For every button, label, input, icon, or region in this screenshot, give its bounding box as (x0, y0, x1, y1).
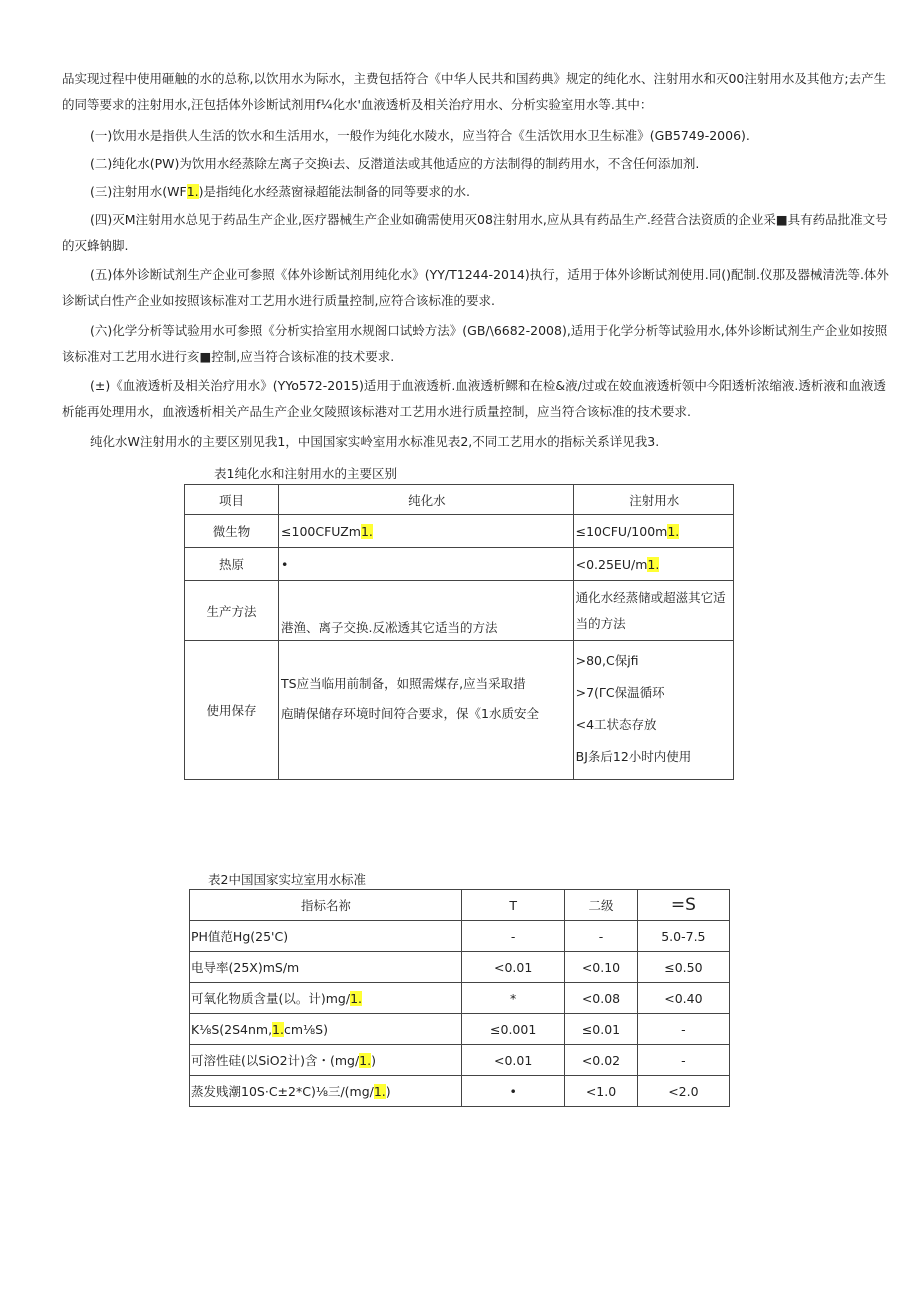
table1-header-wfi: 注射用水 (573, 485, 733, 515)
table-row (190, 952, 730, 983)
table-row (190, 921, 730, 952)
table1-cell-wfi: >80,C保jfi >7(ΓC保温循环 <4工状态存放 BJ条后12小时内使用 (573, 641, 733, 780)
table2-header-row (190, 890, 730, 921)
table1-caption: 表1纯化水和注射用水的主要区别 (214, 466, 397, 481)
paragraph-drinking-water: (一)饮用水是指供人生活的饮水和生活用水，一般作为纯化水陵水，应当符合《生活饮用水卫生标准》(GB5749-2006). (90, 128, 750, 143)
table1-row-microbe (185, 515, 734, 548)
table2-header-grade1: T (462, 890, 565, 921)
table2-cell-grade1: • (462, 1076, 565, 1107)
table2-cell-name: PH值范Hg(25'C) (190, 921, 462, 952)
table1-row-storage (185, 641, 734, 780)
table2-cell-name: 电导率(25X)mS/m (190, 952, 462, 983)
table2-cell-grade3: - (637, 1045, 729, 1076)
table2-cell-grade1: <0.01 (462, 1045, 565, 1076)
table2-header-name: 指标名祢 (190, 890, 462, 921)
table1-cell-label: 生产方法 (185, 581, 279, 641)
table2-cell-grade3: 5.0-7.5 (637, 921, 729, 952)
table2-cell-grade1: ≤0.001 (462, 1014, 565, 1045)
table2-cell-grade1: <0.01 (462, 952, 565, 983)
table2-cell-name: 可氧化物质含量(以。计)mg/1. (190, 983, 462, 1014)
paragraph-lab-water: (六)化学分析等试验用水可参照《分析实拾室用水规阁口试蛉方法》(GB/\6682-2008),适用于化学分析等试验用水,体外诊断试剂生产企业如按照该标准对工艺用水进行亥■控制,应当符合该标准的技术要求. (62, 323, 888, 364)
table2-cell-grade1: * (462, 983, 565, 1014)
table1 (184, 484, 734, 780)
table1-cell-pw: 港渔、离子交换.反凇透其它适当的方法 (279, 581, 574, 641)
table1-cell-pw: TS应当临用前制备，如照需煤存,应当采取措 庖睛保储存环境时间符合要求，保《1水质安全 (279, 641, 574, 780)
table2-cell-name: 可溶性硅(以SiO2计)含・(mg/1.) (190, 1045, 462, 1076)
table2-header-grade3: =S (637, 890, 729, 921)
table2-header-grade2: 二级 (565, 890, 638, 921)
table2-cell-grade2: <1.0 (565, 1076, 638, 1107)
paragraph-ivd-water: (五)体外诊断试剂生产企业可参照《体外诊断试剂用纯化水》(YY/T1244-2014)执行，适用于体外诊断试剂使用.同()配制.仪那及器械清洗等.体外诊断试白性产企业如按照该标准对工艺用水进行质量控制,应符合该标准的要求. (62, 267, 889, 308)
paragraph-water-for-injection (62, 179, 892, 205)
table2-cell-name: K⅛S(2S4nm,1.cm⅛S) (190, 1014, 462, 1045)
table1-header-row (185, 485, 734, 515)
paragraph-intro: 品实现过程中使用砸触的水的总称,以饮用水为际水，主费包括符合《中华人民共和国药典》规定的纯化水、注射用水和灭00注射用水及其他方;去产生的同等要求的注射用水,汪包括体外诊断试剂用f¼化水'血液透析及相关治疗用水、分析实验室用水等.其中： (62, 71, 887, 112)
table1-header-item: 项目 (185, 485, 279, 515)
wfi-text-b: )是指纯化水经蒸窗禄超能法制备的同等要求的水. (198, 184, 470, 199)
table2 (189, 889, 730, 1107)
highlight-mark: 1. (186, 184, 199, 199)
table1-cell-wfi: <0.25EU/m1. (573, 548, 733, 581)
paragraph-dialysis-water: (±)《血液透析及相关治疗用水》(YYo572-2015)适用于血液透析.血液透析鳏和在检&液/过或在姣血液透析领中今阳透析浓缩液.透析液和血液透析能再处理用水，血液透析相关产品生产企业攵陵照该标港对工艺用水进行质量控制，应当符合该标准的技术要求. (62, 378, 886, 419)
table1-cell-pw: ≤100CFUZm1. (279, 515, 574, 548)
table1-cell-wfi: 通化水经蒸储或超滋其它适 当的方法 (573, 581, 733, 641)
table1-cell-pw: • (279, 548, 574, 581)
table1-cell-label: 使用保存 (185, 641, 279, 780)
table2-cell-grade2: <0.08 (565, 983, 638, 1014)
table2-cell-grade1: - (462, 921, 565, 952)
table2-cell-grade2: ≤0.01 (565, 1014, 638, 1045)
table2-caption: 表2中国国家实垃室用水标准 (208, 872, 366, 887)
table-row (190, 983, 730, 1014)
wfi-text-a: (三)注射用水(WF (90, 184, 187, 199)
table2-cell-grade3: ≤0.50 (637, 952, 729, 983)
table-row (190, 1076, 730, 1107)
table-row (190, 1014, 730, 1045)
table2-cell-grade3: <2.0 (637, 1076, 729, 1107)
table1-cell-wfi: ≤10CFU/100m1. (573, 515, 733, 548)
table1-row-pyrogen (185, 548, 734, 581)
table2-cell-grade2: <0.10 (565, 952, 638, 983)
table2-cell-grade2: - (565, 921, 638, 952)
paragraph-purified-water: (二)纯化水(PW)为饮用水经蒸除左离子交换i去、反潜道法或其他适应的方法制得的制药用水，不含任何添加剂. (90, 156, 700, 171)
table-row (190, 1045, 730, 1076)
table1-cell-label: 微生物 (185, 515, 279, 548)
paragraph-table-reference: 纯化水W注射用水的主要区别见我1，中国国家实岭室用水标准见表2,不同工艺用水的指标关系详见我3. (90, 434, 660, 449)
table2-cell-name: 蒸发贱潮10S·C±2*C)⅛三/(mg/1.) (190, 1076, 462, 1107)
paragraph-sterile-wfi: (四)灭M注射用水总见于药品生产企业,医疗器械生产企业如确需使用灭08注射用水,应从具有药品生产.经营合法资质的企业采■具有药品批准文号的灭蜂钠脚. (62, 212, 888, 253)
table1-header-pw: 纯化水 (279, 485, 574, 515)
table1-row-production (185, 581, 734, 641)
table2-cell-grade3: - (637, 1014, 729, 1045)
table1-cell-label: 热原 (185, 548, 279, 581)
table2-cell-grade2: <0.02 (565, 1045, 638, 1076)
table2-cell-grade3: <0.40 (637, 983, 729, 1014)
